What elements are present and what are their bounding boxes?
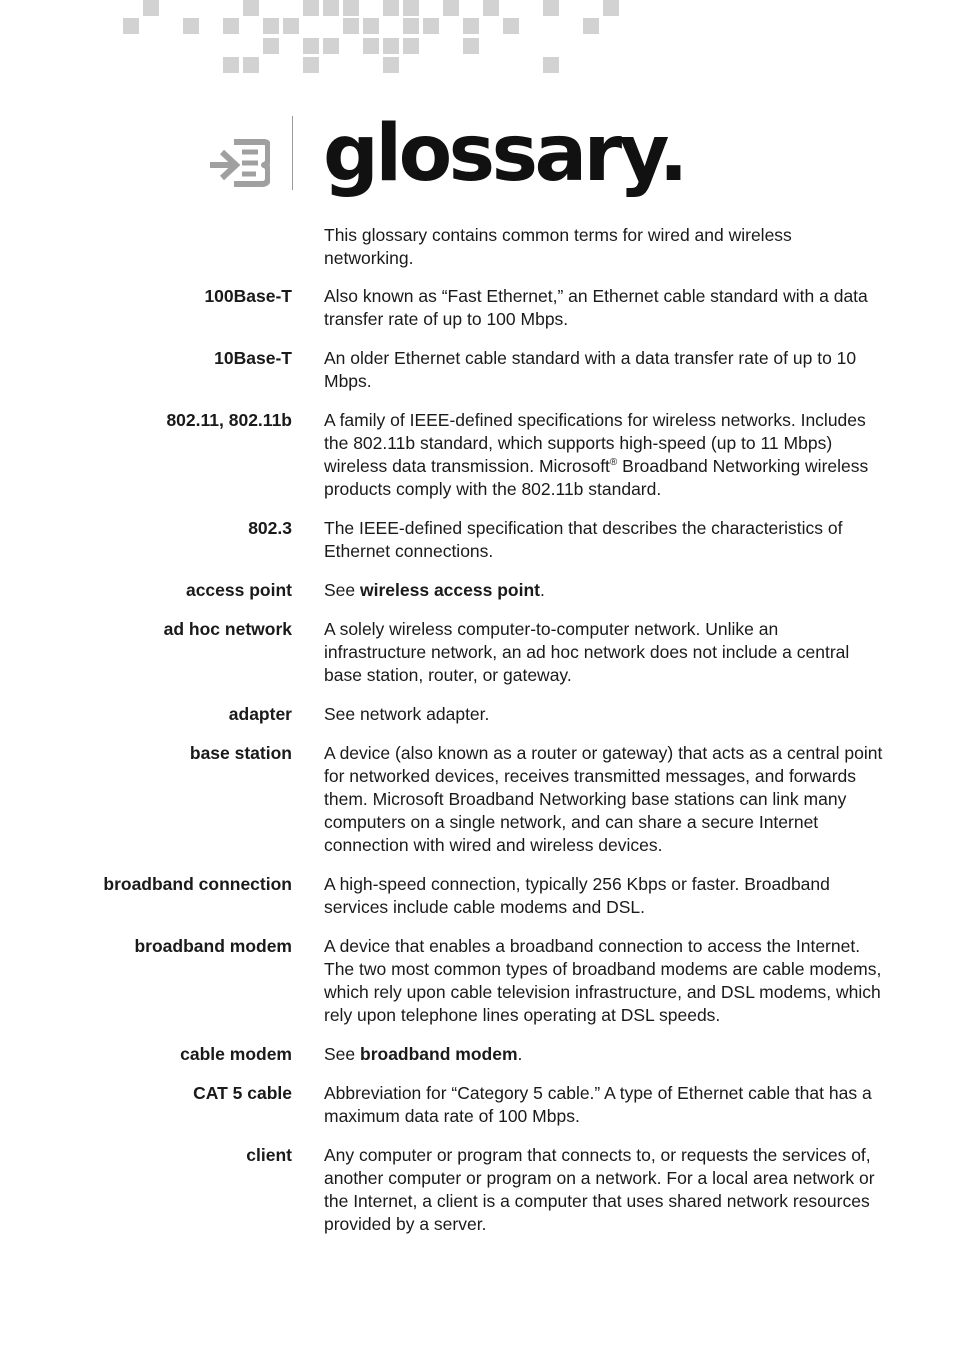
decor-square bbox=[123, 18, 139, 34]
glossary-term: ad hoc network bbox=[163, 619, 292, 639]
decor-square bbox=[383, 57, 399, 73]
decor-square bbox=[603, 0, 619, 16]
glossary-term: broadband modem bbox=[134, 936, 292, 956]
definition-text: An older Ethernet cable standard with a data transfer rate of up to 10 Mbps. bbox=[324, 348, 857, 391]
decor-square bbox=[443, 0, 459, 16]
definition-text: A high-speed connection, typically 256 Kbps or faster. Broadband services include cable modems and DSL. bbox=[324, 874, 830, 917]
decor-square bbox=[223, 57, 239, 73]
decor-square bbox=[343, 0, 359, 16]
page-title: glossary. bbox=[323, 109, 685, 199]
glossary-entry bbox=[0, 409, 954, 501]
decor-square bbox=[343, 18, 359, 34]
decorative-squares bbox=[0, 0, 954, 80]
definition-text: A family of IEEE-defined specifications for wireless networks. Includes the 802.11b standard, which supports high-speed (up to 11 Mbps) wireless data transmission. Microsoft bbox=[324, 410, 866, 476]
glossary-definition bbox=[324, 742, 884, 857]
decor-square bbox=[403, 0, 419, 16]
definition-text: See bbox=[324, 580, 360, 600]
definition-text: See network adapter. bbox=[324, 704, 490, 724]
glossary-definition bbox=[324, 347, 884, 393]
decor-square bbox=[503, 18, 519, 34]
cross-reference: broadband modem bbox=[360, 1044, 518, 1064]
glossary-term: 10Base-T bbox=[214, 348, 292, 368]
glossary-intro: This glossary contains common terms for wired and wireless networking. bbox=[324, 225, 792, 268]
decor-square bbox=[403, 18, 419, 34]
decor-square bbox=[463, 38, 479, 54]
glossary-definition bbox=[324, 703, 884, 726]
glossary-definition bbox=[324, 285, 884, 331]
glossary-entry bbox=[0, 579, 954, 602]
definition-text: Broadband Networking wireless products comply with the 802.11b standard. bbox=[324, 456, 869, 499]
glossary-entry bbox=[0, 618, 954, 687]
glossary-term: adapter bbox=[228, 704, 292, 724]
glossary-definition bbox=[324, 935, 884, 1027]
glossary-entry bbox=[0, 347, 954, 393]
glossary-entry bbox=[0, 703, 954, 726]
decor-square bbox=[263, 38, 279, 54]
decor-square bbox=[243, 57, 259, 73]
decor-square bbox=[383, 0, 399, 16]
definition-text: See bbox=[324, 1044, 360, 1064]
glossary-term: 100Base-T bbox=[204, 286, 292, 306]
decor-square bbox=[363, 18, 379, 34]
decor-square bbox=[543, 0, 559, 16]
glossary-term: CAT 5 cable bbox=[193, 1083, 292, 1103]
cross-reference: wireless access point bbox=[360, 580, 540, 600]
glossary-definition bbox=[324, 873, 884, 919]
decor-square bbox=[383, 38, 399, 54]
glossary-term: client bbox=[246, 1145, 292, 1165]
definition-text: Abbreviation for “Category 5 cable.” A type of Ethernet cable that has a maximum data rate of 100 Mbps. bbox=[324, 1083, 872, 1126]
glossary-term: broadband connection bbox=[103, 874, 292, 894]
definition-text: A solely wireless computer-to-computer network. Unlike an infrastructure network, an ad hoc network does not include a central base station, router, or gateway. bbox=[324, 619, 850, 685]
glossary-definition bbox=[324, 579, 884, 602]
glossary-entry bbox=[0, 1043, 954, 1066]
glossary-entry bbox=[0, 873, 954, 919]
definition-text: A device that enables a broadband connection to access the Internet. The two most common types of broadband modems are cable modems, which rely upon cable television infrastructure, and DSL modems, which rely upon telephone lines operating at DSL speeds. bbox=[324, 936, 882, 1025]
glossary-definition bbox=[324, 1144, 884, 1236]
definition-text: A device (also known as a router or gateway) that acts as a central point for networked devices, receives transmitted messages, and forwards them. Microsoft Broadband Networking base stations can link many computers on a single network, and can share a secure Internet connection with wired and wireless devices. bbox=[324, 743, 883, 855]
decor-square bbox=[183, 18, 199, 34]
decor-square bbox=[423, 18, 439, 34]
decor-square bbox=[543, 57, 559, 73]
glossary-list bbox=[0, 285, 954, 1252]
glossary-entry bbox=[0, 742, 954, 857]
glossary-entry bbox=[0, 935, 954, 1027]
decor-square bbox=[283, 18, 299, 34]
decor-square bbox=[463, 18, 479, 34]
decor-square bbox=[403, 38, 419, 54]
decor-square bbox=[143, 0, 159, 16]
glossary-term: cable modem bbox=[180, 1044, 292, 1064]
glossary-entry bbox=[0, 285, 954, 331]
glossary-definition bbox=[324, 1043, 884, 1066]
glossary-definition bbox=[324, 409, 884, 501]
decor-square bbox=[303, 57, 319, 73]
glossary-entry bbox=[0, 517, 954, 563]
glossary-entry bbox=[0, 1082, 954, 1128]
decor-square bbox=[303, 0, 319, 16]
glossary-definition bbox=[324, 517, 884, 563]
definition-text: The IEEE-defined specification that describes the characteristics of Ethernet connections. bbox=[324, 518, 843, 561]
decor-square bbox=[483, 0, 499, 16]
decor-square bbox=[223, 18, 239, 34]
decor-square bbox=[303, 38, 319, 54]
definition-text: . bbox=[517, 1044, 523, 1064]
glossary-definition bbox=[324, 618, 884, 687]
glossary-term: base station bbox=[189, 743, 292, 763]
registered-mark: ® bbox=[609, 457, 618, 469]
glossary-definition bbox=[324, 1082, 884, 1128]
document-arrow-icon bbox=[208, 138, 270, 188]
decor-square bbox=[323, 0, 339, 16]
decor-square bbox=[243, 0, 259, 16]
decor-square bbox=[583, 18, 599, 34]
definition-text: Any computer or program that connects to, or requests the services of, another computer or program on a network. For a local area network or the Internet, a client is a computer that uses shared network resources provided by a server. bbox=[324, 1145, 875, 1234]
glossary-term: 802.11, 802.11b bbox=[166, 410, 292, 430]
glossary-term: 802.3 bbox=[248, 518, 292, 538]
glossary-term: access point bbox=[185, 580, 292, 600]
definition-text: Also known as “Fast Ethernet,” an Ethernet cable standard with a data transfer rate of up to 100 Mbps. bbox=[324, 286, 868, 329]
decor-square bbox=[363, 38, 379, 54]
decor-square bbox=[323, 38, 339, 54]
definition-text: . bbox=[539, 580, 545, 600]
decor-square bbox=[263, 18, 279, 34]
glossary-entry bbox=[0, 1144, 954, 1236]
title-divider bbox=[292, 116, 293, 190]
